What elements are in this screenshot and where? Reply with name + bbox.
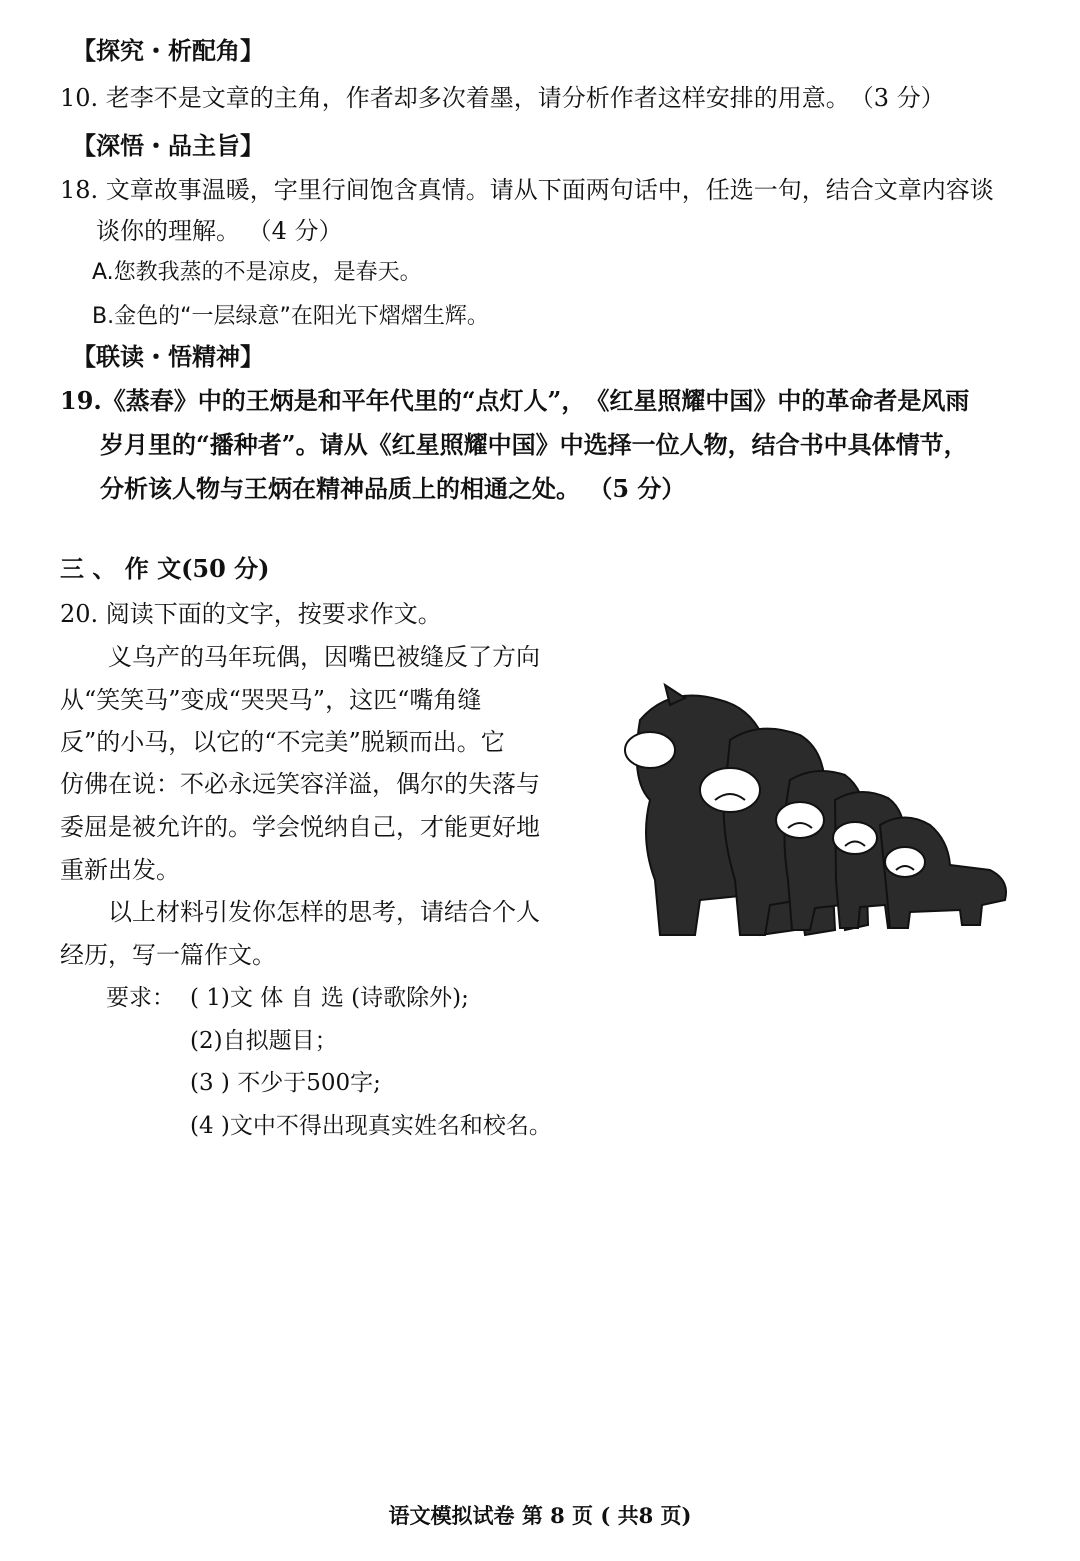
- section-insight: 【深悟・品主旨】: [72, 131, 264, 160]
- question-19-line1: 19.《蒸春》中的王炳是和平年代里的“点灯人”， 《红星照耀中国》中的革命者是风雨: [60, 386, 970, 415]
- question-18-line1: 18. 文章故事温暖，字里行间饱含真情。请从下面两句话中，任选一句，结合文章内容谈: [60, 176, 994, 204]
- prompt-line: 经历，写一篇作文。: [60, 941, 276, 969]
- requirements-label: 要求：: [106, 985, 175, 1011]
- material-line: 委屈是被允许的。学会悦纳自己，才能更好地: [60, 813, 540, 841]
- option-b: B.金色的“一层绿意”在阳光下熠熠生辉。: [92, 304, 489, 329]
- requirement-1: ( 1)文 体 自 选 (诗歌除外);: [190, 985, 469, 1011]
- section-explore: 【探究・析配角】: [72, 36, 264, 65]
- page-footer: 语文模拟试卷 第 8 页 ( 共8 页): [388, 1503, 692, 1528]
- crying-horse-toys-image: [610, 680, 1020, 955]
- option-a: A.您教我蒸的不是凉皮，是春天。: [92, 260, 422, 285]
- question-18-line2: 谈你的理解。 （4 分）: [96, 217, 343, 245]
- question-20-title: 20. 阅读下面的文字，按要求作文。: [60, 600, 442, 628]
- material-line: 义乌产的马年玩偶，因嘴巴被缝反了方向: [108, 643, 540, 671]
- material-line: 重新出发。: [60, 856, 180, 884]
- material-line: 仿佛在说：不必永远笑容洋溢，偶尔的失落与: [60, 770, 540, 798]
- material-line: 从“笑笑马”变成“哭哭马”，这匹“嘴角缝: [60, 686, 482, 714]
- section-essay: 三 、 作 文(50 分): [60, 554, 270, 583]
- prompt-line: 以上材料引发你怎样的思考，请结合个人: [108, 898, 540, 926]
- section-link: 【联读・悟精神】: [72, 342, 264, 371]
- requirement-3: (3 ) 不少于500字;: [190, 1070, 381, 1096]
- question-19-line3: 分析该人物与王炳在精神品质上的相通之处。 （5 分）: [100, 474, 686, 503]
- requirement-4: (4 )文中不得出现真实姓名和校名。: [190, 1113, 552, 1139]
- requirement-2: (2)自拟题目；: [190, 1028, 338, 1054]
- material-line: 反”的小马，以它的“不完美”脱颖而出。它: [60, 728, 505, 756]
- question-10: 10. 老李不是文章的主角，作者却多次着墨，请分析作者这样安排的用意。 （3 分）: [60, 84, 945, 112]
- question-19-line2: 岁月里的“播种者”。请从《红星照耀中国》中选择一位人物，结合书中具体情节，: [100, 430, 968, 459]
